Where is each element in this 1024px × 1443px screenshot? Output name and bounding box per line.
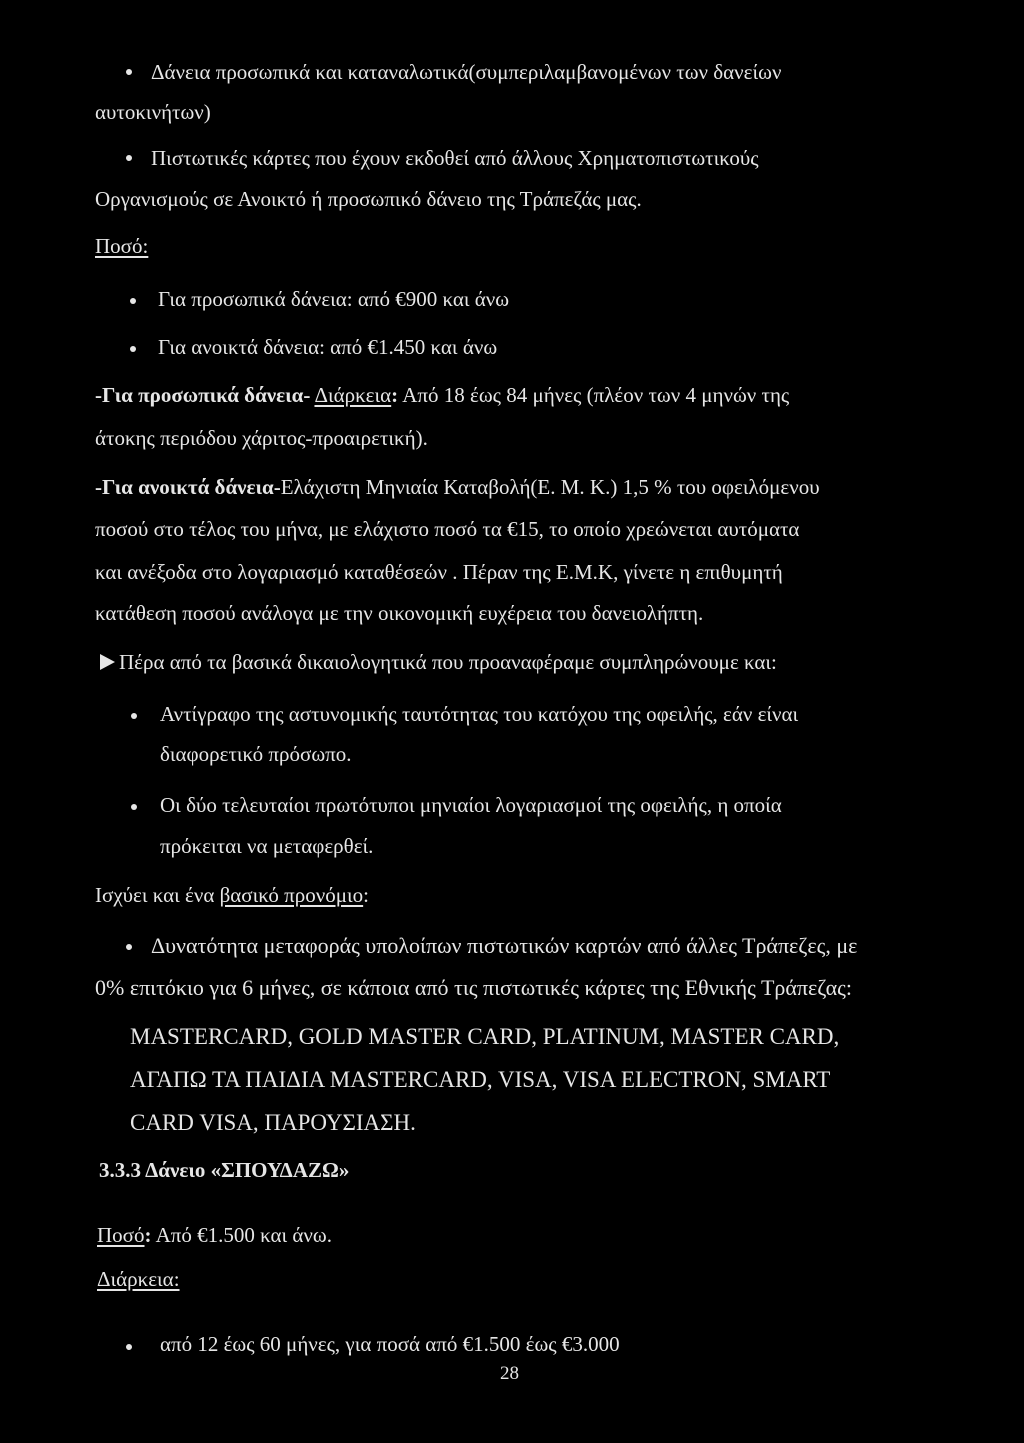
bullet-dot-icon [130,346,136,352]
bullet-dot-icon [126,69,132,75]
privilege-colon: : [363,883,369,907]
duration-colon: : [391,383,399,407]
list-item-line: 0% επιτόκιο για 6 μήνες, σε κάποια από τις πιστωτικές κάρτες της Εθνικής Τράπεζας: [95,975,852,1000]
duration-paragraph-line [95,385,789,406]
extra-docs-intro: Πέρα από τα βασικά δικαιολογητικά που προαναφέραμε συμπληρώνουμε και: [119,650,777,674]
cards-line: MASTERCARD, GOLD MASTER CARD, PLATINUM, MASTER CARD, [130,1024,840,1049]
duration-label: Διάρκεια [314,383,392,407]
cards-line: CARD VISA, ΠΑΡΟΥΣΙΑΣΗ. [130,1110,416,1135]
amount-label: Ποσό: [95,234,149,258]
duration-text: Από 18 έως 84 μήνες (πλέον των 4 μηνών της [402,383,790,407]
list-item-line: πρόκειται να μεταφερθεί. [160,834,374,858]
section-heading: 3.3.3 Δάνειο «ΣΠΟΥΔΑΖΩ» [99,1158,350,1182]
list-item-line: Δάνεια προσωπικά και καταναλωτικά(συμπεριλαμβανομένων των δανείων [151,60,782,84]
open-loans-paragraph-line: ποσού στο τέλος του μήνα, με ελάχιστο ποσό τα €15, το οποίο χρεώνεται αυτόματα [95,517,800,541]
bullet-dot-icon [126,1344,132,1350]
list-item-line: διαφορετικό πρόσωπο. [160,742,352,766]
list-item-line: Για ανοικτά δάνεια: από €1.450 και άνω [158,335,498,359]
bullet-dot-icon [131,713,137,719]
section-amount-label: Ποσό [97,1223,145,1247]
section-amount-colon: : [144,1223,152,1247]
duration-prefix: -Για προσωπικά δάνεια- [95,383,311,407]
open-loans-text: Ελάχιστη Μηνιαία Καταβολή(Ε. Μ. Κ.) 1,5 % του οφειλόμενου [280,475,820,499]
open-loans-paragraph-line [95,477,820,498]
privilege-intro-line [95,885,369,906]
bullet-dot-icon [131,804,137,810]
open-loans-paragraph-line: και ανέξοδα στο λογαριασμό καταθέσεών . Πέραν της Ε.Μ.Κ, γίνετε η επιθυμητή [95,560,783,584]
list-item-line: Για προσωπικά δάνεια: από €900 και άνω [158,287,510,311]
section-amount-value: Από €1.500 και άνω. [151,1223,332,1247]
bullet-dot-icon [126,944,132,950]
bullet-dot-icon [130,298,136,304]
list-item-line: Αντίγραφο της αστυνομικής ταυτότητας του κατόχου της οφειλής, εάν είναι [160,702,799,726]
duration-paragraph-line: άτοκης περιόδου χάριτος-προαιρετική). [95,426,428,450]
list-item-line: Οι δύο τελευταίοι πρωτότυποι μηνιαίοι λογαριασμοί της οφειλής, η οποία [160,793,782,817]
bullet-dot-icon [126,155,132,161]
privilege-intro-text: Ισχύει και ένα [95,883,220,907]
open-loans-paragraph-line: κατάθεση ποσού ανάλογα με την οικονομική ευχέρεια του δανειολήπτη. [95,601,704,625]
list-item-line: αυτοκινήτων) [95,100,211,124]
extra-docs-intro-line [100,652,777,673]
section-duration-label: Διάρκεια: [97,1267,180,1291]
open-loans-prefix: -Για ανοικτά δάνεια- [95,475,281,499]
list-item-line: Πιστωτικές κάρτες που έχουν εκδοθεί από άλλους Χρηματοπιστωτικούς [151,146,759,170]
list-item-line: Οργανισμούς σε Ανοικτό ή προσωπικό δάνειο της Τράπεζάς μας. [95,187,642,211]
page-number: 28 [500,1363,519,1384]
privilege-label: βασικό προνόμιο [219,883,364,907]
section-amount-line [97,1225,332,1246]
cards-line: ΑΓΑΠΩ ΤΑ ΠΑΙΔΙΑ MASTERCARD, VISA, VISA ELECTRON, SMART [130,1067,831,1092]
list-item-line: από 12 έως 60 μήνες, για ποσά από €1.500 έως €3.000 [160,1332,620,1356]
list-item-line: Δυνατότητα μεταφοράς υπολοίπων πιστωτικών καρτών από άλλες Τράπεζες, με [151,933,858,958]
right-triangle-arrow-icon [100,654,115,670]
